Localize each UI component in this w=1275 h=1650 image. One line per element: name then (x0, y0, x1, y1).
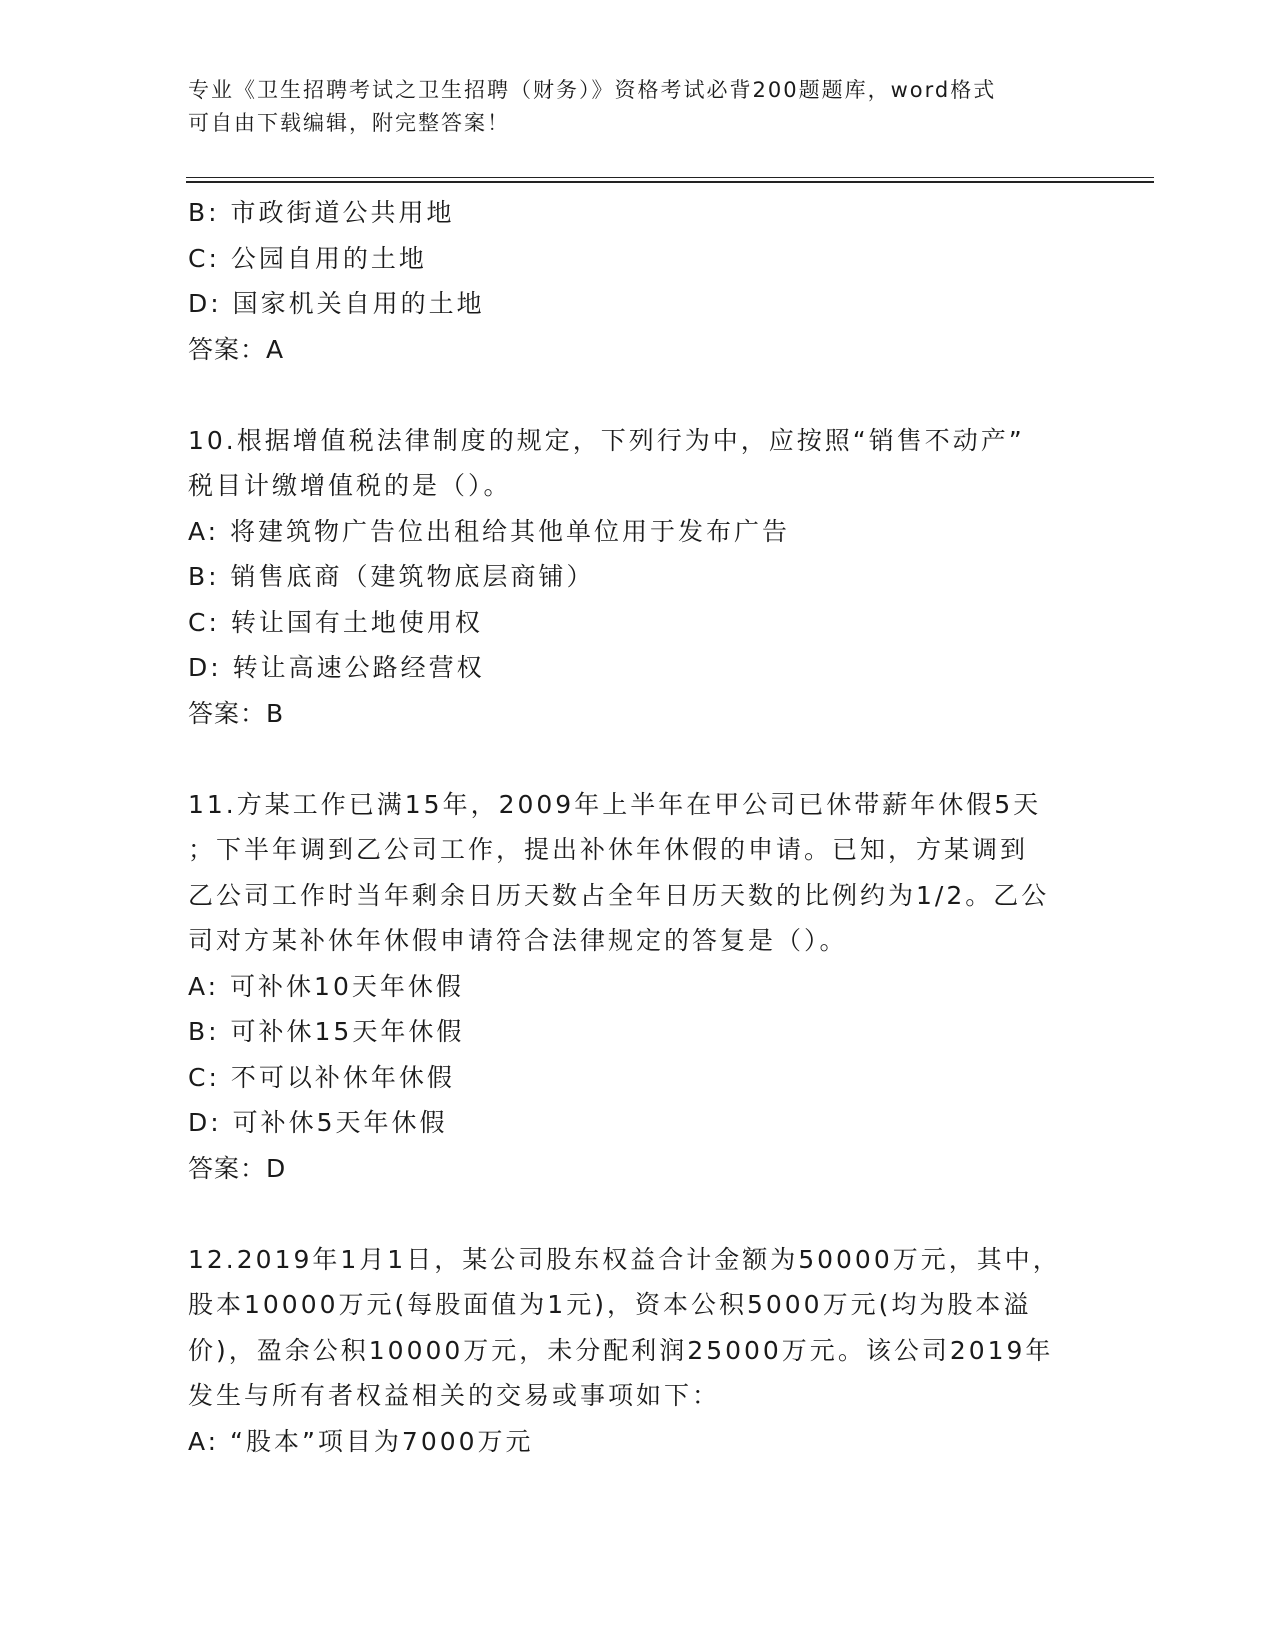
answer: 答案：B (188, 698, 285, 728)
question-text-line: 价)，盈余公积10000万元，未分配利润25000万元。该公司2019年 (188, 1335, 1054, 1365)
option-a: A: 将建筑物广告位出租给其他单位用于发布广告 (188, 516, 791, 546)
spacer (188, 372, 1088, 418)
document-body (188, 190, 1088, 1464)
option-b: B: 市政街道公共用地 (188, 198, 455, 227)
option-c: C: 转让国有土地使用权 (188, 607, 483, 637)
question-text-line: 股本10000万元(每股面值为1元)，资本公积5000万元(均为股本溢 (188, 1290, 1032, 1319)
header-rule-thin (186, 177, 1154, 178)
spacer (188, 736, 1088, 782)
question-text-line: 税目计缴增值税的是（）。 (188, 471, 512, 500)
spacer (188, 1191, 1088, 1237)
header-line-2: 可自由下载编辑，附完整答案！ (188, 111, 510, 135)
option-c: C: 不可以补休年休假 (188, 1062, 455, 1092)
answer: 答案：A (188, 334, 285, 364)
option-b: B: 可补休15天年休假 (188, 1017, 465, 1046)
option-a: A: 可补休10天年休假 (188, 971, 464, 1001)
question-text-line: 10.根据增值税法律制度的规定，下列行为中，应按照“销售不动产” (188, 425, 1025, 455)
question-text-line: 11.方某工作已满15年，2009年上半年在甲公司已休带薪年休假5天 (188, 789, 1042, 819)
question-12 (188, 1237, 1088, 1465)
question-text-line: 发生与所有者权益相关的交易或事项如下： (188, 1381, 721, 1410)
question-text-line: 12.2019年1月1日，某公司股东权益合计金额为50000万元，其中， (188, 1244, 1061, 1274)
option-c: C: 公园自用的土地 (188, 243, 427, 273)
question-11 (188, 782, 1088, 1192)
option-a: A: “股本”项目为7000万元 (188, 1426, 534, 1456)
question-10 (188, 418, 1088, 737)
question-text-line: 乙公司工作时当年剩余日历天数占全年日历天数的比例约为1/2。乙公 (188, 880, 1050, 910)
option-d: D: 国家机关自用的土地 (188, 289, 485, 318)
header-rule-thick (186, 181, 1154, 183)
question-text-line: 司对方某补休年休假申请符合法律规定的答复是（）。 (188, 926, 848, 955)
answer: 答案：D (188, 1153, 287, 1183)
option-d: D: 可补休5天年休假 (188, 1108, 448, 1137)
option-b: B: 销售底商（建筑物底层商铺） (188, 562, 595, 591)
question-text-line: ；下半年调到乙公司工作，提出补休年休假的申请。已知，方某调到 (188, 835, 1029, 864)
question-9 (188, 190, 1088, 372)
option-d: D: 转让高速公路经营权 (188, 653, 485, 682)
header-line-1: 专业《卫生招聘考试之卫生招聘（财务）》资格考试必背200题题库，word格式 (188, 78, 997, 102)
document-header (188, 74, 1068, 140)
